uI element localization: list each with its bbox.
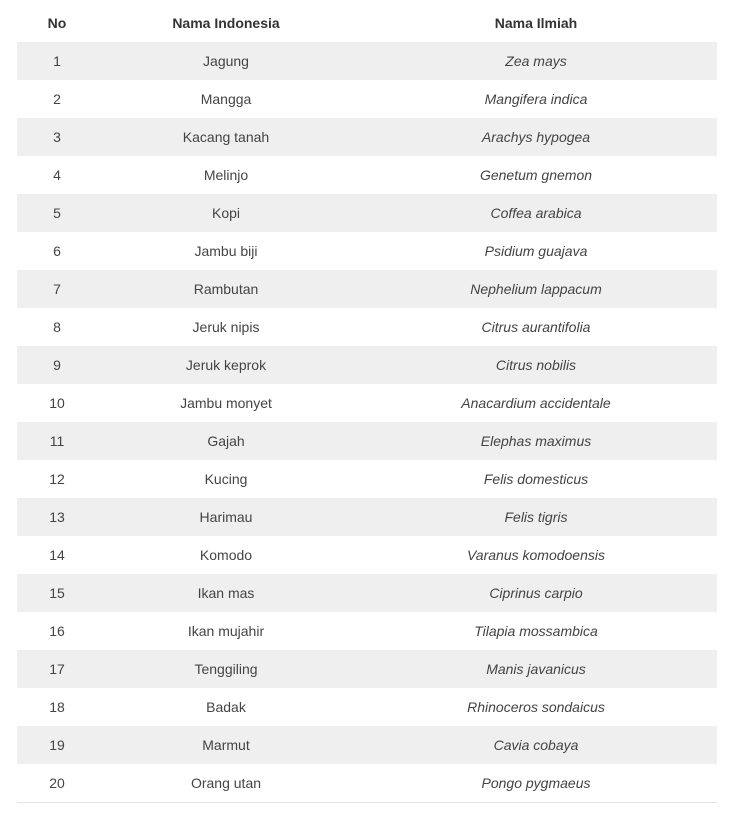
cell-indonesian-name: Komodo xyxy=(97,536,355,574)
table-row xyxy=(17,80,717,118)
cell-no: 2 xyxy=(17,80,97,118)
cell-scientific-name: Coffea arabica xyxy=(355,194,717,232)
cell-indonesian-name: Ikan mujahir xyxy=(97,612,355,650)
cell-scientific-name: Varanus komodoensis xyxy=(355,536,717,574)
species-table-container xyxy=(17,4,717,803)
cell-indonesian-name: Gajah xyxy=(97,422,355,460)
header-indonesian-name: Nama Indonesia xyxy=(97,4,355,42)
cell-no: 18 xyxy=(17,688,97,726)
table-row xyxy=(17,422,717,460)
cell-no: 3 xyxy=(17,118,97,156)
cell-indonesian-name: Rambutan xyxy=(97,270,355,308)
cell-no: 11 xyxy=(17,422,97,460)
header-scientific-name: Nama Ilmiah xyxy=(355,4,717,42)
cell-indonesian-name: Jambu monyet xyxy=(97,384,355,422)
table-body xyxy=(17,42,717,803)
cell-scientific-name: Cavia cobaya xyxy=(355,726,717,764)
cell-no: 16 xyxy=(17,612,97,650)
cell-indonesian-name: Orang utan xyxy=(97,764,355,803)
table-header xyxy=(17,4,717,42)
cell-no: 8 xyxy=(17,308,97,346)
table-row xyxy=(17,612,717,650)
table-row xyxy=(17,156,717,194)
cell-scientific-name: Elephas maximus xyxy=(355,422,717,460)
cell-scientific-name: Anacardium accidentale xyxy=(355,384,717,422)
cell-indonesian-name: Kucing xyxy=(97,460,355,498)
table-row xyxy=(17,270,717,308)
table-row xyxy=(17,574,717,612)
cell-scientific-name: Manis javanicus xyxy=(355,650,717,688)
cell-indonesian-name: Tenggiling xyxy=(97,650,355,688)
cell-scientific-name: Genetum gnemon xyxy=(355,156,717,194)
cell-no: 14 xyxy=(17,536,97,574)
cell-indonesian-name: Jeruk nipis xyxy=(97,308,355,346)
table-row xyxy=(17,460,717,498)
table-row xyxy=(17,346,717,384)
table-row xyxy=(17,384,717,422)
cell-no: 5 xyxy=(17,194,97,232)
cell-scientific-name: Zea mays xyxy=(355,42,717,80)
cell-indonesian-name: Kopi xyxy=(97,194,355,232)
cell-no: 13 xyxy=(17,498,97,536)
cell-no: 17 xyxy=(17,650,97,688)
cell-indonesian-name: Harimau xyxy=(97,498,355,536)
cell-indonesian-name: Jeruk keprok xyxy=(97,346,355,384)
table-row xyxy=(17,688,717,726)
cell-scientific-name: Arachys hypogea xyxy=(355,118,717,156)
cell-indonesian-name: Marmut xyxy=(97,726,355,764)
cell-scientific-name: Psidium guajava xyxy=(355,232,717,270)
cell-indonesian-name: Badak xyxy=(97,688,355,726)
cell-indonesian-name: Jambu biji xyxy=(97,232,355,270)
cell-indonesian-name: Melinjo xyxy=(97,156,355,194)
table-row xyxy=(17,42,717,80)
table-row xyxy=(17,498,717,536)
cell-indonesian-name: Mangga xyxy=(97,80,355,118)
cell-scientific-name: Citrus aurantifolia xyxy=(355,308,717,346)
cell-no: 20 xyxy=(17,764,97,803)
table-row xyxy=(17,232,717,270)
cell-indonesian-name: Jagung xyxy=(97,42,355,80)
cell-scientific-name: Felis domesticus xyxy=(355,460,717,498)
table-row xyxy=(17,308,717,346)
cell-no: 10 xyxy=(17,384,97,422)
header-no: No xyxy=(17,4,97,42)
table-row xyxy=(17,764,717,803)
cell-no: 12 xyxy=(17,460,97,498)
cell-scientific-name: Rhinoceros sondaicus xyxy=(355,688,717,726)
table-row xyxy=(17,194,717,232)
table-row xyxy=(17,650,717,688)
species-table xyxy=(17,4,717,803)
cell-no: 15 xyxy=(17,574,97,612)
cell-no: 19 xyxy=(17,726,97,764)
cell-scientific-name: Felis tigris xyxy=(355,498,717,536)
cell-no: 7 xyxy=(17,270,97,308)
cell-no: 6 xyxy=(17,232,97,270)
table-row xyxy=(17,536,717,574)
cell-scientific-name: Tilapia mossambica xyxy=(355,612,717,650)
header-row xyxy=(17,4,717,42)
cell-scientific-name: Nephelium lappacum xyxy=(355,270,717,308)
table-row xyxy=(17,726,717,764)
cell-scientific-name: Pongo pygmaeus xyxy=(355,764,717,803)
cell-scientific-name: Citrus nobilis xyxy=(355,346,717,384)
cell-indonesian-name: Ikan mas xyxy=(97,574,355,612)
cell-no: 1 xyxy=(17,42,97,80)
table-row xyxy=(17,118,717,156)
cell-scientific-name: Mangifera indica xyxy=(355,80,717,118)
cell-indonesian-name: Kacang tanah xyxy=(97,118,355,156)
cell-no: 9 xyxy=(17,346,97,384)
cell-scientific-name: Ciprinus carpio xyxy=(355,574,717,612)
cell-no: 4 xyxy=(17,156,97,194)
